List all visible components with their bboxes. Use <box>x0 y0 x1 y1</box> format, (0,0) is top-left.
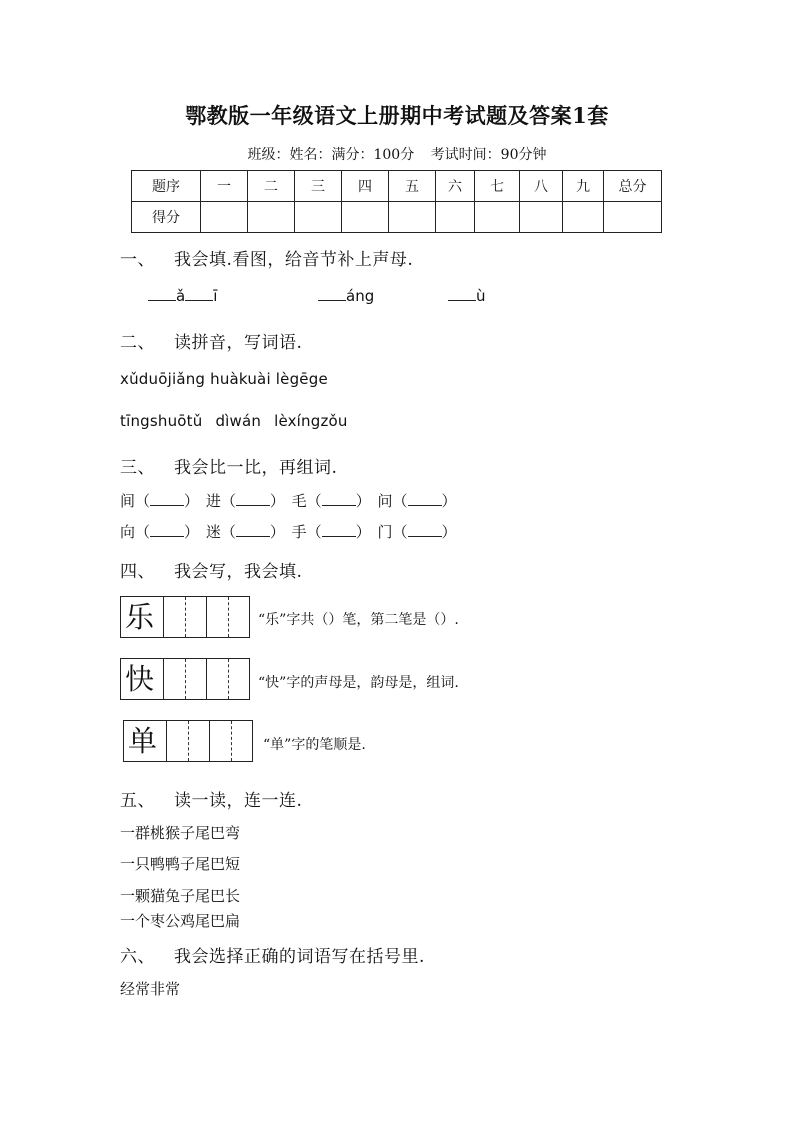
grid-cell[interactable] <box>207 597 249 637</box>
section-number: 四、 <box>120 562 155 582</box>
grid-cell[interactable] <box>167 721 210 761</box>
character: 进 <box>205 492 221 510</box>
grid-cell[interactable] <box>121 597 164 637</box>
connect-line-1: 一群桃猴子尾巴弯 <box>120 824 241 842</box>
pinyin-syllable: áng <box>346 287 375 305</box>
model-character: 乐 <box>125 600 155 634</box>
header-cell: 八 <box>520 171 563 202</box>
character: 毛 <box>291 492 307 510</box>
section-1-heading <box>120 245 413 270</box>
section-number: 六、 <box>120 947 155 967</box>
header-cell: 七 <box>475 171 520 202</box>
pinyin-syllable: ī <box>213 287 218 305</box>
section-number: 二、 <box>120 333 155 353</box>
section-text: 读拼音，写词语. <box>174 333 303 353</box>
answer-blank[interactable] <box>148 286 176 301</box>
section-text: 我会比一比，再组词. <box>174 458 338 478</box>
grid-cell[interactable] <box>164 659 207 699</box>
answer-blank[interactable] <box>408 493 442 506</box>
score-cell[interactable] <box>604 202 662 233</box>
score-table-score-row <box>132 202 662 233</box>
pinyin-fill-1 <box>148 286 217 305</box>
grid-cell[interactable] <box>207 659 249 699</box>
connect-line-3: 一颗猫兔子尾巴长 <box>120 887 241 905</box>
header-cell: 九 <box>563 171 604 202</box>
answer-blank[interactable] <box>448 286 476 301</box>
pinyin-syllable: ǎ <box>176 287 186 305</box>
score-cell[interactable] <box>563 202 604 233</box>
pinyin-word: lèxíngzǒu <box>274 412 348 430</box>
grid-cell[interactable] <box>164 597 207 637</box>
row-label: 得分 <box>132 202 201 233</box>
grid-question-1: “乐”字共（）笔，第二笔是（）. <box>258 612 459 628</box>
pinyin-syllable: ù <box>476 287 486 305</box>
score-cell[interactable] <box>342 202 389 233</box>
compare-item: 迷（ ） <box>205 523 285 541</box>
character: 向 <box>120 523 136 541</box>
section-text: 我会写，我会填. <box>174 562 303 582</box>
header-cell: 题序 <box>132 171 201 202</box>
compare-item: 间（ ） <box>120 492 200 510</box>
answer-blank[interactable] <box>318 286 346 301</box>
score-table <box>131 170 662 233</box>
section-4-heading <box>120 557 302 582</box>
header-cell: 一 <box>201 171 248 202</box>
character: 问 <box>377 492 393 510</box>
pinyin-fill-2 <box>318 286 374 305</box>
exam-info <box>0 144 794 164</box>
answer-blank[interactable] <box>322 493 356 506</box>
pinyin-word: dìwán <box>215 412 262 430</box>
connect-line-2: 一只鸭鸭子尾巴短 <box>120 855 241 873</box>
model-character: 单 <box>128 724 158 758</box>
score-cell[interactable] <box>475 202 520 233</box>
compare-item: 门（ ） <box>377 523 457 541</box>
class-name-score: 班级：姓名：满分：100分 <box>247 147 415 163</box>
score-cell[interactable] <box>201 202 248 233</box>
compare-item: 问（ ） <box>377 492 457 510</box>
score-cell[interactable] <box>436 202 475 233</box>
answer-blank[interactable] <box>150 493 184 506</box>
pinyin-row-2 <box>120 412 356 430</box>
compare-item: 毛（ ） <box>291 492 371 510</box>
section-text: 读一读，连一连. <box>174 791 303 811</box>
section-2-heading <box>120 328 302 353</box>
answer-blank[interactable] <box>408 524 442 537</box>
score-cell[interactable] <box>248 202 295 233</box>
character: 间 <box>120 492 136 510</box>
section-text: 我会填.看图，给音节补上声母. <box>174 250 414 270</box>
model-character: 快 <box>125 662 155 696</box>
compare-item: 手（ ） <box>291 523 371 541</box>
grid-cell[interactable] <box>121 659 164 699</box>
compare-item: 向（ ） <box>120 523 200 541</box>
answer-blank[interactable] <box>150 524 184 537</box>
score-cell[interactable] <box>295 202 342 233</box>
character: 手 <box>291 523 307 541</box>
pinyin-row-1: xǔduōjiǎng huàkuài lègēge <box>120 370 328 388</box>
writing-grid-1[interactable] <box>120 596 250 638</box>
section-6-heading <box>120 942 425 967</box>
section-number: 一、 <box>120 250 155 270</box>
section-text: 我会选择正确的词语写在括号里. <box>174 947 425 967</box>
score-table-header-row <box>132 171 662 202</box>
writing-grid-3[interactable] <box>123 720 253 762</box>
compare-row-1 <box>120 490 459 511</box>
answer-blank[interactable] <box>185 286 213 301</box>
compare-row-2 <box>120 521 459 542</box>
exam-time: 考试时间：90分钟 <box>430 147 547 163</box>
page-title: 鄂教版一年级语文上册期中考试题及答案1套 <box>185 103 609 128</box>
grid-question-3: “单”字的笔顺是. <box>263 737 366 753</box>
score-cell[interactable] <box>389 202 436 233</box>
writing-grid-2[interactable] <box>120 658 250 700</box>
header-cell: 三 <box>295 171 342 202</box>
grid-question-2: “快”字的声母是，韵母是，组词. <box>258 675 459 691</box>
section-5-heading <box>120 786 302 811</box>
answer-blank[interactable] <box>236 524 270 537</box>
section-number: 五、 <box>120 791 155 811</box>
header-cell: 四 <box>342 171 389 202</box>
section-3-heading <box>120 453 337 478</box>
header-cell: 五 <box>389 171 436 202</box>
character: 迷 <box>205 523 221 541</box>
score-cell[interactable] <box>520 202 563 233</box>
section-number: 三、 <box>120 458 155 478</box>
answer-blank[interactable] <box>236 493 270 506</box>
connect-line-4: 一个枣公鸡尾巴扁 <box>120 912 241 930</box>
compare-item: 进（ ） <box>205 492 285 510</box>
header-cell: 总分 <box>604 171 662 202</box>
word-choices: 经常非常 <box>120 980 181 998</box>
answer-blank[interactable] <box>322 524 356 537</box>
header-cell: 六 <box>436 171 475 202</box>
pinyin-fill-3 <box>448 286 486 305</box>
pinyin-word: tīngshuōtǔ <box>120 412 203 430</box>
header-cell: 二 <box>248 171 295 202</box>
grid-cell[interactable] <box>124 721 167 761</box>
character: 门 <box>377 523 393 541</box>
grid-cell[interactable] <box>210 721 252 761</box>
